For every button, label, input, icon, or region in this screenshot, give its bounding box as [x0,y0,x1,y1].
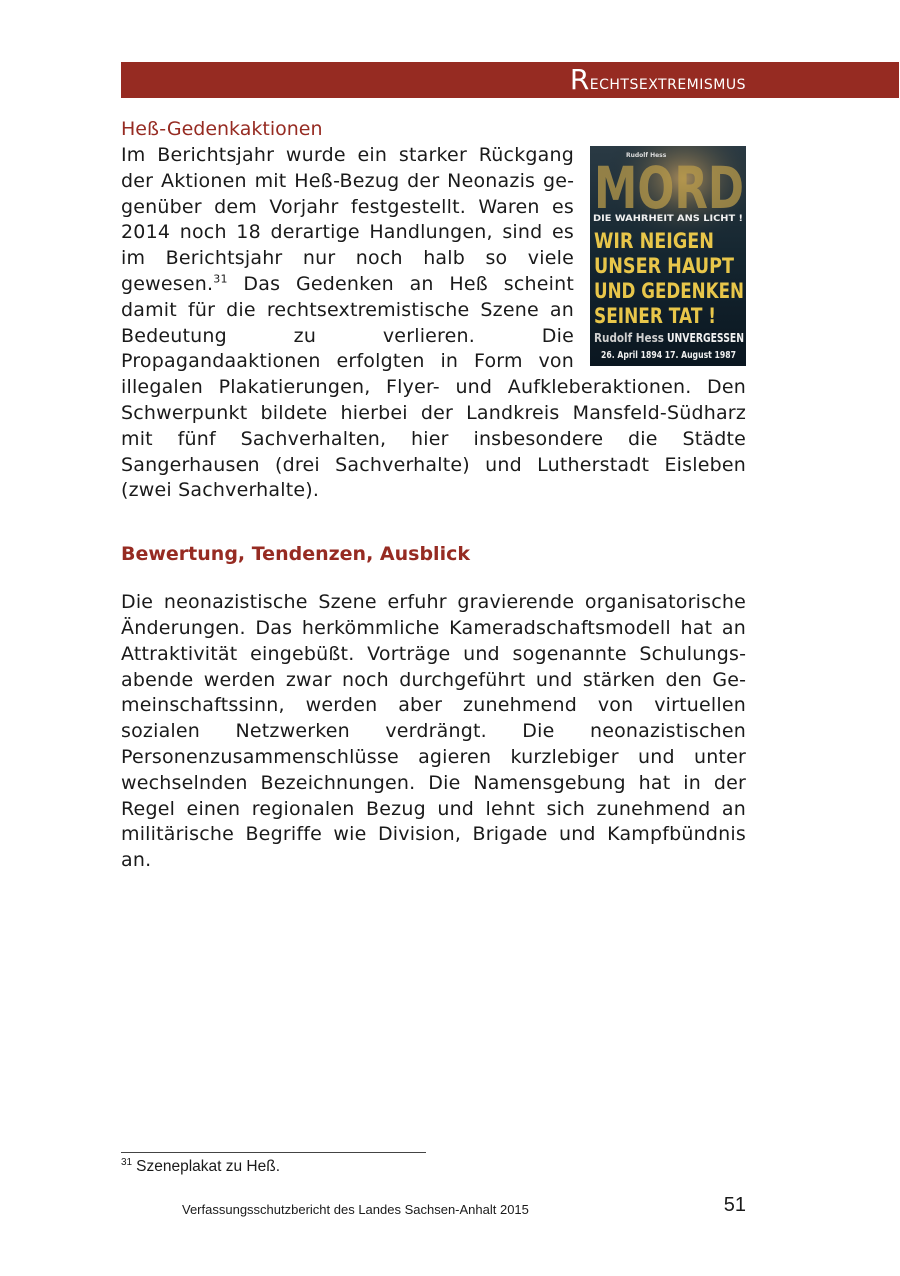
section-title-initial: R [569,63,590,96]
footnote-reference[interactable]: 31 [213,272,228,286]
page-content [121,115,746,874]
assessment-paragraph: Die neonazistische Szene erfuhr gravierende organisatorische Änderungen. Das herkömmliche Kameradschaftsmodell hat an Attraktivität eingebüßt. Vorträge und sogenannte Schulungsabende werden zwar noch durchgeführt und stärken den Gemeinschaftssinn, werden aber zunehmend von virtuellen sozialen Netzwerken verdrängt. Die neonazistischen Personenzusammenschlüsse agieren kurzlebiger und unter wechselnden Bezeichnungen. Die Namensgebung hat in der Regel einen regionalen Bezug und lehnt sich zunehmend an militärische Begriffe wie Division, Brigade und Kampfbündnis an. [121,591,746,872]
poster-line-6b: UNVERGESSEN [667,331,744,345]
section-heading-hess: Heß-Gedenkaktionen [121,118,323,140]
hess-paragraph-part-b: Das Gedenken an Heß scheint damit für die rechtsextremistische Szene an Bedeutung zu verlieren. Die Propagandaaktionen erfolgten in Form von illegalen Plakatierungen, Flyer- und Aufkleberaktionen. Den Schwerpunkt bildete hierbei der Landkreis Mansfeld-Südharz mit fünf Sachverhalten, hier insbesondere die Städte Sangerhausen (drei Sachverhalte) und Lutherstadt Eisleben (zwei Sachverhalte). [121,272,746,502]
poster-line-5: SEINER TAT ! [594,304,716,328]
poster-line-2: WIR NEIGEN [594,229,714,253]
poster-line-4: UND GEDENKEN [594,279,744,303]
poster-graphic [590,146,746,366]
hess-paragraph-part-a: Im Berichtsjahr wurde ein starker Rückgang der Aktionen mit Heß-Bezug der Neonazis gegenüber dem Vorjahr festgestellt. Waren es 2014 noch 18 derartige Handlungen, sind es im Berichtsjahr nur noch halb so viele gewesen. [121,144,574,295]
poster-big-word: MORD [594,154,744,222]
footnote-divider [121,1152,426,1153]
poster-small-title: Rudolf Hess [626,152,667,159]
poster-line-3: UNSER HAUPT [594,254,735,278]
poster-line-6a: Rudolf Hess [594,331,664,345]
section-title-rest: echtsextremismus [589,70,746,94]
footnote-text: Szeneplakat zu Heß. [136,1158,281,1175]
page-section-title [570,63,746,99]
header-bar [121,62,899,98]
page-number: 51 [723,1194,746,1216]
poster-image [590,146,746,366]
poster-line-7: 26. April 1894 17. August 1987 [601,350,737,361]
footnote-number: 31 [121,1156,133,1168]
footnote [121,1158,280,1176]
section-heading-assessment: Bewertung, Tendenzen, Ausblick [121,543,470,566]
poster-line-1: DIE WAHRHEIT ANS LICHT ! [593,214,743,224]
footer-publication-title: Verfassungsschutzbericht des Landes Sachsen-Anhalt 2015 [182,1202,529,1217]
